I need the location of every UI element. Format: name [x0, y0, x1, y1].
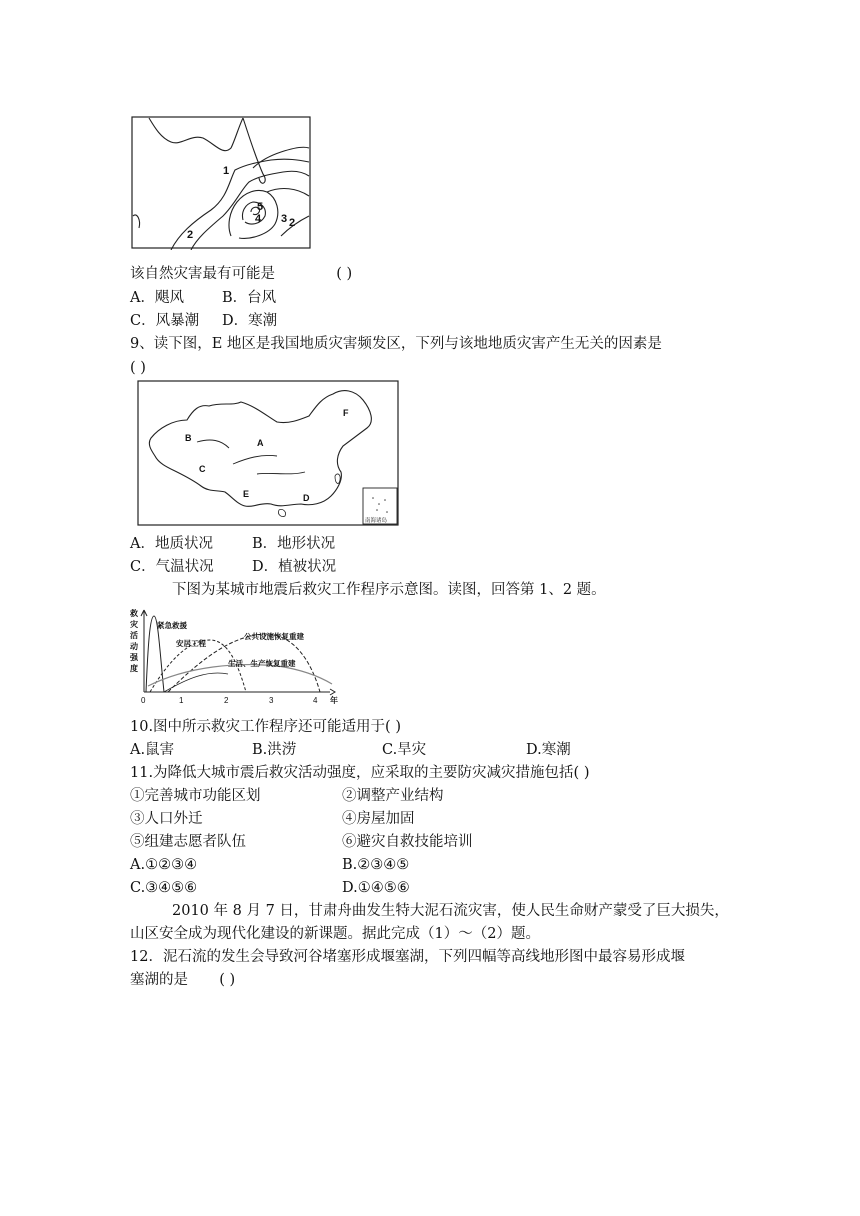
inset-label: 南海诸岛: [365, 518, 388, 524]
ylabel-char-6: 度: [130, 664, 138, 673]
x-unit: 年: [330, 696, 338, 704]
q8-stem-line: [130, 264, 352, 284]
isobar-map-figure: [131, 116, 311, 250]
q8-option-b: B．台风: [222, 290, 277, 306]
q10-option-b: B.洪涝: [252, 742, 297, 758]
x-tick-4: 4: [313, 696, 318, 704]
ylabel-char-3: 活: [130, 631, 138, 640]
x-tick-2: 2: [224, 696, 229, 704]
q9-paren: ( ): [130, 360, 146, 376]
x-tick-3: 3: [269, 696, 274, 704]
x-tick-0: 0: [141, 696, 146, 704]
map-label-a: A: [257, 438, 264, 448]
q11-item-1: ①完善城市功能区划: [130, 788, 261, 804]
intro-10-11: 下图为某城市地震后救灾工作程序示意图。读图，回答第 1、2 题。: [172, 582, 606, 598]
q8-options-row1: [130, 288, 276, 308]
isobar-label-1: 1: [223, 165, 230, 177]
q11-option-b: B.②③④⑤: [342, 857, 410, 873]
q8-option-c: C．风暴潮: [130, 313, 200, 329]
q12-line2-row: [130, 970, 235, 990]
curve-label-housing: 安居工程: [176, 639, 206, 648]
q10-option-c: C.旱灾: [382, 742, 427, 758]
map-label-e: E: [243, 489, 250, 499]
relief-chart-figure: [128, 604, 348, 704]
q10-option-d: D.寒潮: [526, 742, 571, 758]
relief-chart-svg: [128, 604, 348, 704]
isobar-label-2b: 2: [289, 217, 296, 229]
x-tick-1: 1: [179, 696, 184, 704]
q9-option-c: C．气温状况: [130, 559, 214, 575]
q9-options-row2: [130, 557, 336, 577]
ylabel-char-4: 动: [130, 642, 138, 651]
isobar-label-4: 4: [255, 213, 262, 225]
intro-12-line1: 2010 年 8 月 7 日，甘肃舟曲发生特大泥石流灾害，使人民生命财产蒙受了巨大损失，: [172, 903, 729, 919]
china-map-svg: [137, 380, 399, 526]
q12-line2: 塞湖的是: [130, 972, 188, 988]
isobar-label-3: 3: [281, 213, 288, 225]
map-label-d: D: [303, 493, 310, 503]
intro-12-line2: 山区安全成为现代化建设的新课题。据此完成（1）～（2）题。: [130, 926, 540, 942]
q12-line1: 12．泥石流的发生会导致河谷堵塞形成堰塞湖，下列四幅等高线地形图中最容易形成堰: [130, 949, 685, 965]
q8-options-row2: [130, 311, 277, 331]
isobar-label-5: 5: [257, 201, 264, 213]
map-label-b: B: [185, 433, 192, 443]
ylabel-char-5: 强: [130, 653, 138, 662]
ylabel-char-1: 救: [130, 609, 138, 618]
q11-stem: 11.为降低大城市震后救灾活动强度，应采取的主要防灾减灾措施包括( ): [130, 765, 590, 781]
curve-label-living: 生活、生产恢复重建: [228, 659, 296, 668]
q12-paren: ( ): [219, 972, 236, 988]
q11-option-d: D.①④⑤⑥: [342, 880, 410, 896]
q11-option-a: A.①②③④: [130, 857, 198, 873]
q10-option-a: A.鼠害: [130, 742, 175, 758]
china-map-figure: [137, 380, 399, 526]
q9-option-b: B．地形状况: [252, 536, 336, 552]
q10-options: [130, 740, 571, 760]
q8-option-d: D．寒潮: [222, 313, 278, 329]
q11-item-2: ②调整产业结构: [342, 788, 444, 804]
q8-paren: ( ): [336, 266, 353, 282]
q9-option-d: D．植被状况: [252, 559, 337, 575]
q11-item-5: ⑤组建志愿者队伍: [130, 834, 246, 850]
q8-option-a: A．飓风: [130, 290, 184, 306]
q11-item-4: ④房屋加固: [342, 811, 415, 827]
isobar-label-2: 2: [187, 229, 194, 241]
isobar-map-svg: [131, 116, 311, 250]
q11-item-3: ③人口外迁: [130, 811, 203, 827]
q9-option-a: A．地质状况: [130, 536, 213, 552]
q10-stem: 10.图中所示救灾工作程序还可能适用于( ): [130, 719, 401, 735]
q8-stem: 该自然灾害最有可能是: [130, 266, 275, 282]
ylabel-char-2: 灾: [130, 620, 138, 629]
q9-stem: 9、读下图，E 地区是我国地质灾害频发区，下列与该地地质灾害产生无关的因素是: [130, 336, 662, 352]
map-label-c: C: [199, 464, 206, 474]
q11-item-6: ⑥避灾自救技能培训: [342, 834, 473, 850]
curve-label-emergency: 紧急救援: [157, 621, 187, 630]
curve-label-public: 公共设施恢复重建: [244, 632, 304, 641]
map-label-f: F: [343, 408, 349, 418]
q11-option-c: C.③④⑤⑥: [130, 880, 198, 896]
q9-options-row1: [130, 534, 335, 554]
